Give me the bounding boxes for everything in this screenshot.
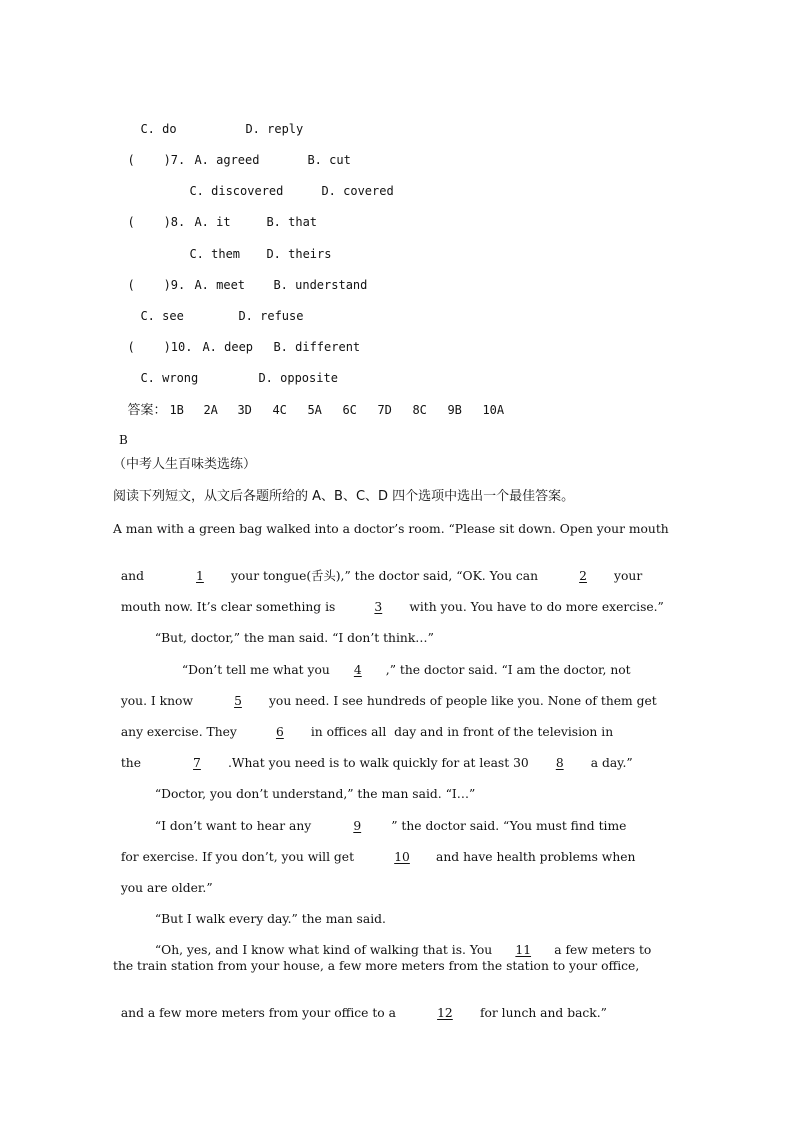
q8-options-ab bbox=[113, 198, 685, 230]
passage-text: your bbox=[614, 569, 643, 583]
passage-text: for exercise. If you don’t, you will get bbox=[120, 850, 355, 864]
passage-text: .What you need is to walk quickly for at least 30 bbox=[227, 756, 529, 770]
q8-option-d: D. theirs bbox=[266, 247, 332, 261]
passage-text: with you. You have to do more exercise.” bbox=[409, 600, 664, 614]
passage-text: a few meters to bbox=[554, 943, 652, 957]
q9-options-ab bbox=[113, 261, 685, 293]
passage-line bbox=[113, 895, 685, 927]
blank-10[interactable]: 10 bbox=[394, 850, 410, 864]
q7-number: ( )7. bbox=[127, 153, 186, 167]
q10-options-cd bbox=[113, 354, 685, 386]
passage-line bbox=[113, 583, 685, 615]
q10-option-b: B. different bbox=[273, 340, 361, 354]
q7-options-cd bbox=[113, 167, 685, 199]
blank-5[interactable]: 5 bbox=[234, 694, 242, 708]
q9-number: ( )9. bbox=[127, 278, 186, 292]
q10-option-c: C. wrong bbox=[140, 371, 199, 385]
answer-item: 1B bbox=[169, 403, 184, 417]
section-subtitle: （中考人生百味类选练） bbox=[113, 457, 257, 472]
passage-text: “I don’t want to hear any bbox=[154, 819, 312, 833]
passage-text: and have health problems when bbox=[436, 850, 636, 864]
answer-item: 4C bbox=[272, 403, 287, 417]
passage-line bbox=[113, 552, 685, 584]
blank-2[interactable]: 2 bbox=[579, 569, 587, 583]
passage-line bbox=[113, 708, 685, 740]
q7-option-b: B. cut bbox=[307, 153, 351, 167]
passage-text: “Doctor, you don’t understand,” the man said. “I…” bbox=[154, 787, 476, 801]
q7-options-ab bbox=[113, 136, 685, 168]
q9-option-c: C. see bbox=[140, 309, 184, 323]
section-instruction: 阅读下列短文，从文后各题所给的 A、B、C、D 四个选项中选出一个最佳答案。 bbox=[113, 489, 575, 504]
passage-text: for lunch and back.” bbox=[479, 1006, 607, 1020]
answer-item: 6C bbox=[342, 403, 357, 417]
passage-line bbox=[113, 739, 685, 771]
passage-text: you. I know bbox=[120, 694, 193, 708]
passage-text: your tongue(舌头),” the doctor said, “OK. You can bbox=[230, 569, 539, 583]
passage-line bbox=[113, 614, 685, 646]
passage-text: ,” the doctor said. “I am the doctor, not bbox=[385, 663, 631, 677]
blank-1[interactable]: 1 bbox=[196, 569, 204, 583]
answer-key bbox=[113, 386, 685, 419]
passage-text: “But I walk every day.” the man said. bbox=[154, 912, 386, 926]
q7-option-a: A. agreed bbox=[194, 153, 260, 167]
passage-line bbox=[113, 521, 685, 537]
q6-options-cd bbox=[113, 105, 685, 137]
passage-text: “But, doctor,” the man said. “I don’t think…” bbox=[154, 631, 434, 645]
passage-line bbox=[113, 646, 685, 678]
passage-text: any exercise. They bbox=[120, 725, 237, 739]
answer-item: 7D bbox=[377, 403, 392, 417]
passage-text: the bbox=[120, 756, 141, 770]
q7-option-c: C. discovered bbox=[189, 184, 284, 198]
passage-line bbox=[113, 802, 685, 834]
passage-text: “Oh, yes, and I know what kind of walking that is. You bbox=[154, 943, 493, 957]
answer-item: 2A bbox=[203, 403, 218, 417]
q8-number: ( )8. bbox=[127, 215, 186, 229]
passage-text: and bbox=[120, 569, 144, 583]
q7-option-d: D. covered bbox=[321, 184, 394, 198]
passage-line bbox=[113, 926, 685, 958]
q8-option-a: A. it bbox=[194, 215, 231, 229]
passage-text: ” the doctor said. “You must find time bbox=[391, 819, 627, 833]
q10-option-a: A. deep bbox=[202, 340, 254, 354]
blank-7[interactable]: 7 bbox=[193, 756, 201, 770]
blank-3[interactable]: 3 bbox=[374, 600, 383, 614]
q9-option-b: B. understand bbox=[273, 278, 368, 292]
passage-text: and a few more meters from your office to a bbox=[120, 1006, 396, 1020]
passage-text: “Don’t tell me what you bbox=[181, 663, 330, 677]
q6-option-d: D. reply bbox=[245, 122, 304, 136]
answer-item: 5A bbox=[307, 403, 322, 417]
q6-option-c: C. do bbox=[140, 122, 177, 136]
q8-options-cd bbox=[113, 230, 685, 262]
q9-option-d: D. refuse bbox=[238, 309, 304, 323]
passage-text: the train station from your house, a few more meters from the station to your office, bbox=[113, 959, 640, 973]
q10-options-ab bbox=[113, 323, 685, 355]
blank-6[interactable]: 6 bbox=[275, 725, 284, 739]
q9-option-a: A. meet bbox=[194, 278, 246, 292]
q10-number: ( )10. bbox=[127, 340, 193, 354]
passage-text: a day.” bbox=[590, 756, 633, 770]
blank-9[interactable]: 9 bbox=[353, 819, 362, 833]
answer-item: 3D bbox=[237, 403, 252, 417]
passage-line bbox=[113, 864, 685, 896]
q9-options-cd bbox=[113, 292, 685, 324]
blank-4[interactable]: 4 bbox=[353, 663, 362, 677]
answer-item: 10A bbox=[482, 403, 505, 417]
blank-11[interactable]: 11 bbox=[515, 943, 532, 957]
passage-text: A man with a green bag walked into a doctor’s room. “Please sit down. Open your mouth bbox=[113, 522, 669, 536]
q8-option-b: B. that bbox=[266, 215, 318, 229]
passage-line bbox=[113, 677, 685, 709]
passage-line bbox=[113, 770, 685, 802]
answer-key-label: 答案： bbox=[127, 403, 167, 418]
blank-8[interactable]: 8 bbox=[555, 756, 564, 770]
q10-option-d: D. opposite bbox=[258, 371, 338, 385]
answer-item: 8C bbox=[412, 403, 427, 417]
q8-option-c: C. them bbox=[189, 247, 241, 261]
passage-line bbox=[113, 833, 685, 865]
passage-line bbox=[113, 989, 685, 1021]
section-letter: B bbox=[119, 433, 128, 447]
passage-text: mouth now. It’s clear something is bbox=[120, 600, 336, 614]
passage-text: you are older.” bbox=[120, 881, 213, 895]
blank-12[interactable]: 12 bbox=[437, 1006, 453, 1020]
passage-text: in offices all day and in front of the television in bbox=[310, 725, 614, 739]
answer-item: 9B bbox=[447, 403, 462, 417]
passage-line bbox=[113, 958, 685, 974]
passage-text: you need. I see hundreds of people like you. None of them get bbox=[268, 694, 657, 708]
